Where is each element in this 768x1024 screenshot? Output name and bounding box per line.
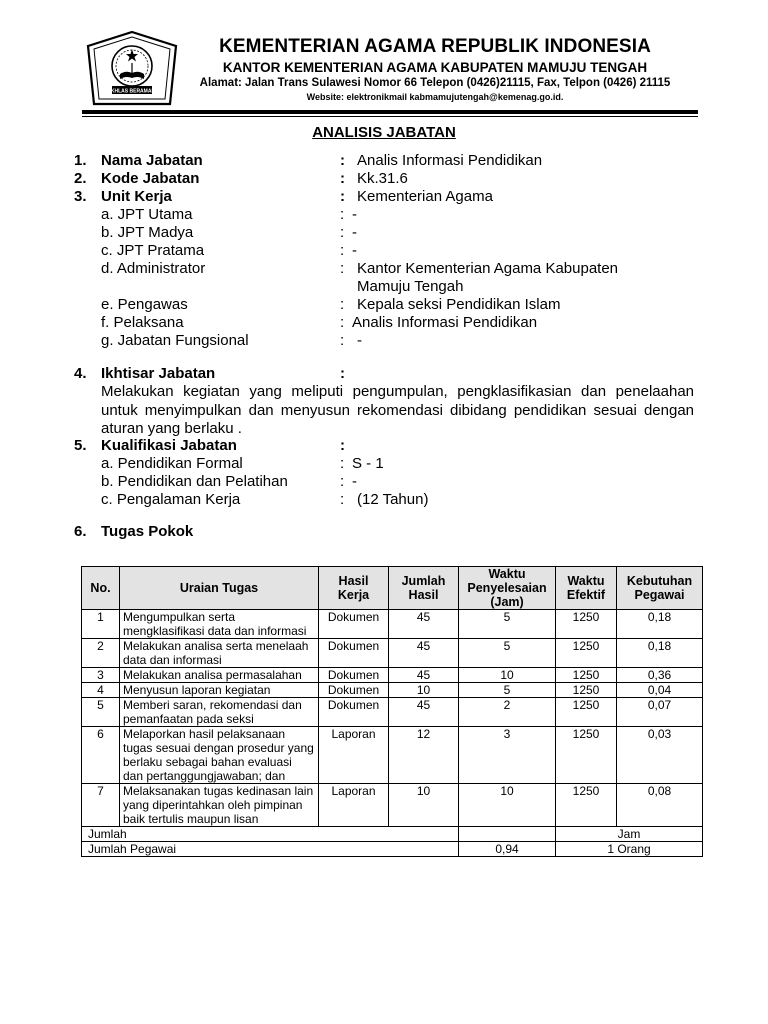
- cell-waktu: 2: [459, 698, 556, 727]
- field-label: f. Pelaksana: [101, 314, 184, 331]
- cell-waktu: 10: [459, 668, 556, 683]
- cell-hasil: Dokumen: [319, 639, 389, 668]
- table-row: [82, 610, 703, 639]
- cell-waktu: 5: [459, 683, 556, 698]
- field-number: 4.: [74, 365, 87, 382]
- field-colon: :: [340, 224, 345, 241]
- table-row: [82, 668, 703, 683]
- cell-hasil: Dokumen: [319, 698, 389, 727]
- office-website: Website: elektronikmail kabmamujutengah@kemenag.go.id.: [306, 92, 564, 102]
- cell-jumlah: 45: [389, 610, 459, 639]
- cell-waktu: 3: [459, 727, 556, 784]
- cell-no: 5: [82, 698, 120, 727]
- field-colon: :: [340, 242, 345, 259]
- cell-uraian: Melaksanakan tugas kedinasan lain yang diperintahkan oleh pimpinan baik tertulis maupun lisan: [120, 784, 319, 827]
- cell-waktu: 5: [459, 639, 556, 668]
- cell-pegawai-label: Jumlah Pegawai: [82, 842, 459, 857]
- cell-kebutuhan: 0,03: [617, 727, 703, 784]
- field-label: Kode Jabatan: [101, 170, 200, 187]
- field-colon: :: [340, 455, 345, 472]
- field-colon: :: [340, 332, 345, 349]
- field-colon: :: [340, 314, 345, 331]
- cell-kebutuhan: 0,18: [617, 639, 703, 668]
- cell-no: 4: [82, 683, 120, 698]
- field-colon: :: [340, 473, 345, 490]
- col-header-waktu: Waktu Penyelesaian (Jam): [459, 567, 556, 610]
- cell-pegawai-value: 0,94: [459, 842, 556, 857]
- field-colon: :: [340, 188, 345, 205]
- cell-jumlah: 10: [389, 784, 459, 827]
- field-value-continued: Mamuju Tengah: [357, 278, 464, 295]
- field-colon: :: [340, 152, 345, 169]
- field-number: 5.: [74, 437, 87, 454]
- letterhead: [190, 36, 680, 103]
- cell-jumlah-label: Jumlah: [82, 827, 459, 842]
- field-value: Analis Informasi Pendidikan: [357, 152, 543, 169]
- field-label: b. JPT Madya: [101, 224, 194, 241]
- cell-uraian: Memberi saran, rekomendasi dan pemanfaatan pada seksi: [120, 698, 319, 727]
- field-label: Nama Jabatan: [101, 152, 203, 169]
- col-header-uraian: Uraian Tugas: [120, 567, 319, 610]
- field-value: -: [352, 242, 357, 259]
- field-value: -: [352, 206, 357, 223]
- field-value: S - 1: [352, 455, 384, 472]
- col-header-kebutuhan: Kebutuhan Pegawai: [617, 567, 703, 610]
- cell-waktu: 5: [459, 610, 556, 639]
- tugas-pokok-table: [81, 566, 703, 857]
- cell-hasil: Laporan: [319, 784, 389, 827]
- field-number: 6.: [74, 523, 87, 540]
- field-label: a. Pendidikan Formal: [101, 455, 243, 472]
- cell-jumlah: 45: [389, 698, 459, 727]
- cell-no: 7: [82, 784, 120, 827]
- cell-efektif: 1250: [556, 698, 617, 727]
- field-label: b. Pendidikan dan Pelatihan: [101, 473, 288, 490]
- cell-uraian: Melakukan analisa serta menelaah data dan informasi: [120, 639, 319, 668]
- letterhead-rule-thick: [82, 110, 698, 114]
- cell-no: 3: [82, 668, 120, 683]
- cell-efektif: 1250: [556, 727, 617, 784]
- cell-jumlah: 45: [389, 668, 459, 683]
- field-label: c. Pengalaman Kerja: [101, 491, 241, 508]
- cell-hasil: Laporan: [319, 727, 389, 784]
- cell-efektif: 1250: [556, 668, 617, 683]
- cell-uraian: Melaporkan hasil pelaksanaan tugas sesuai dengan prosedur yang berlaku sebagai bahan evaluasi dan pertanggungjawaban; dan: [120, 727, 319, 784]
- field-colon: :: [340, 296, 345, 313]
- cell-no: 2: [82, 639, 120, 668]
- cell-hasil: Dokumen: [319, 610, 389, 639]
- field-colon: :: [340, 365, 345, 382]
- field-value: Kementerian Agama: [357, 188, 493, 205]
- field-value: Kk.31.6: [357, 170, 408, 187]
- logo-motto: IKHLAS BERAMAL: [109, 88, 155, 95]
- col-header-no: No.: [82, 567, 120, 610]
- cell-efektif: 1250: [556, 683, 617, 698]
- office-address: Alamat: Jalan Trans Sulawesi Nomor 66 Telepon (0426)21115, Fax, Telpon (0426) 21115: [199, 77, 671, 89]
- field-value: -: [352, 473, 357, 490]
- col-header-efektif: Waktu Efektif: [556, 567, 617, 610]
- field-label: Kualifikasi Jabatan: [101, 437, 237, 454]
- cell-pegawai-orang: 1 Orang: [556, 842, 703, 857]
- cell-no: 1: [82, 610, 120, 639]
- cell-jumlah: 45: [389, 639, 459, 668]
- col-header-jumlah: Jumlah Hasil: [389, 567, 459, 610]
- cell-kebutuhan: 0,36: [617, 668, 703, 683]
- office-name: KANTOR KEMENTERIAN AGAMA KABUPATEN MAMUJU TENGAH: [222, 60, 648, 75]
- field-value: (12 Tahun): [357, 491, 429, 508]
- cell-kebutuhan: 0,07: [617, 698, 703, 727]
- table-pegawai-row: [82, 842, 703, 857]
- cell-uraian: Menyusun laporan kegiatan: [120, 683, 319, 698]
- field-colon: :: [340, 437, 345, 454]
- field-value: Analis Informasi Pendidikan: [352, 314, 538, 331]
- cell-efektif: 1250: [556, 784, 617, 827]
- field-label: c. JPT Pratama: [101, 242, 205, 259]
- cell-kebutuhan: 0,18: [617, 610, 703, 639]
- field-label: e. Pengawas: [101, 296, 188, 313]
- cell-hasil: Dokumen: [319, 683, 389, 698]
- field-colon: :: [340, 491, 345, 508]
- field-label: a. JPT Utama: [101, 206, 193, 223]
- ministry-logo: [82, 30, 182, 106]
- table-row: [82, 727, 703, 784]
- table-row: [82, 639, 703, 668]
- cell-kebutuhan: 0,08: [617, 784, 703, 827]
- field-value: Kepala seksi Pendidikan Islam: [357, 296, 561, 313]
- ikhtisar-paragraph: Melakukan kegiatan yang meliputi pengumpulan, pengklasifikasian dan penelaahan untuk menyimpulkan dan menyusun rekomendasi dibidang pendidikan sesuai dengan aturan yang berlaku .: [101, 383, 694, 437]
- table-row: [82, 698, 703, 727]
- field-label: d. Administrator: [101, 260, 206, 277]
- cell-efektif: 1250: [556, 639, 617, 668]
- field-colon: :: [340, 206, 345, 223]
- cell-uraian: Melakukan analisa permasalahan: [120, 668, 319, 683]
- field-value: -: [357, 332, 362, 349]
- table-row: [82, 683, 703, 698]
- cell-jumlah: 12: [389, 727, 459, 784]
- field-number: 2.: [74, 170, 87, 187]
- field-value: -: [352, 224, 357, 241]
- cell-jumlah-empty: [459, 827, 556, 842]
- col-header-hasil: Hasil Kerja: [319, 567, 389, 610]
- cell-efektif: 1250: [556, 610, 617, 639]
- field-label: Unit Kerja: [101, 188, 172, 205]
- field-label: Tugas Pokok: [101, 523, 194, 540]
- field-label: Ikhtisar Jabatan: [101, 365, 216, 382]
- cell-jumlah-unit: Jam: [556, 827, 703, 842]
- table-row: [82, 784, 703, 827]
- field-label: g. Jabatan Fungsional: [101, 332, 249, 349]
- cell-uraian: Mengumpulkan serta mengklasifikasi data dan informasi: [120, 610, 319, 639]
- table-total-row: [82, 827, 703, 842]
- field-number: 3.: [74, 188, 87, 205]
- field-number: 1.: [74, 152, 87, 169]
- cell-waktu: 10: [459, 784, 556, 827]
- field-colon: :: [340, 170, 345, 187]
- field-colon: :: [340, 260, 345, 277]
- cell-hasil: Dokumen: [319, 668, 389, 683]
- ministry-name: KEMENTERIAN AGAMA REPUBLIK INDONESIA: [219, 36, 651, 57]
- field-value: Kantor Kementerian Agama Kabupaten: [357, 260, 619, 277]
- cell-kebutuhan: 0,04: [617, 683, 703, 698]
- document-title: ANALISIS JABATAN: [312, 124, 456, 141]
- cell-jumlah: 10: [389, 683, 459, 698]
- cell-no: 6: [82, 727, 120, 784]
- table-header-row: [82, 567, 703, 610]
- letterhead-rule-thin: [82, 116, 698, 117]
